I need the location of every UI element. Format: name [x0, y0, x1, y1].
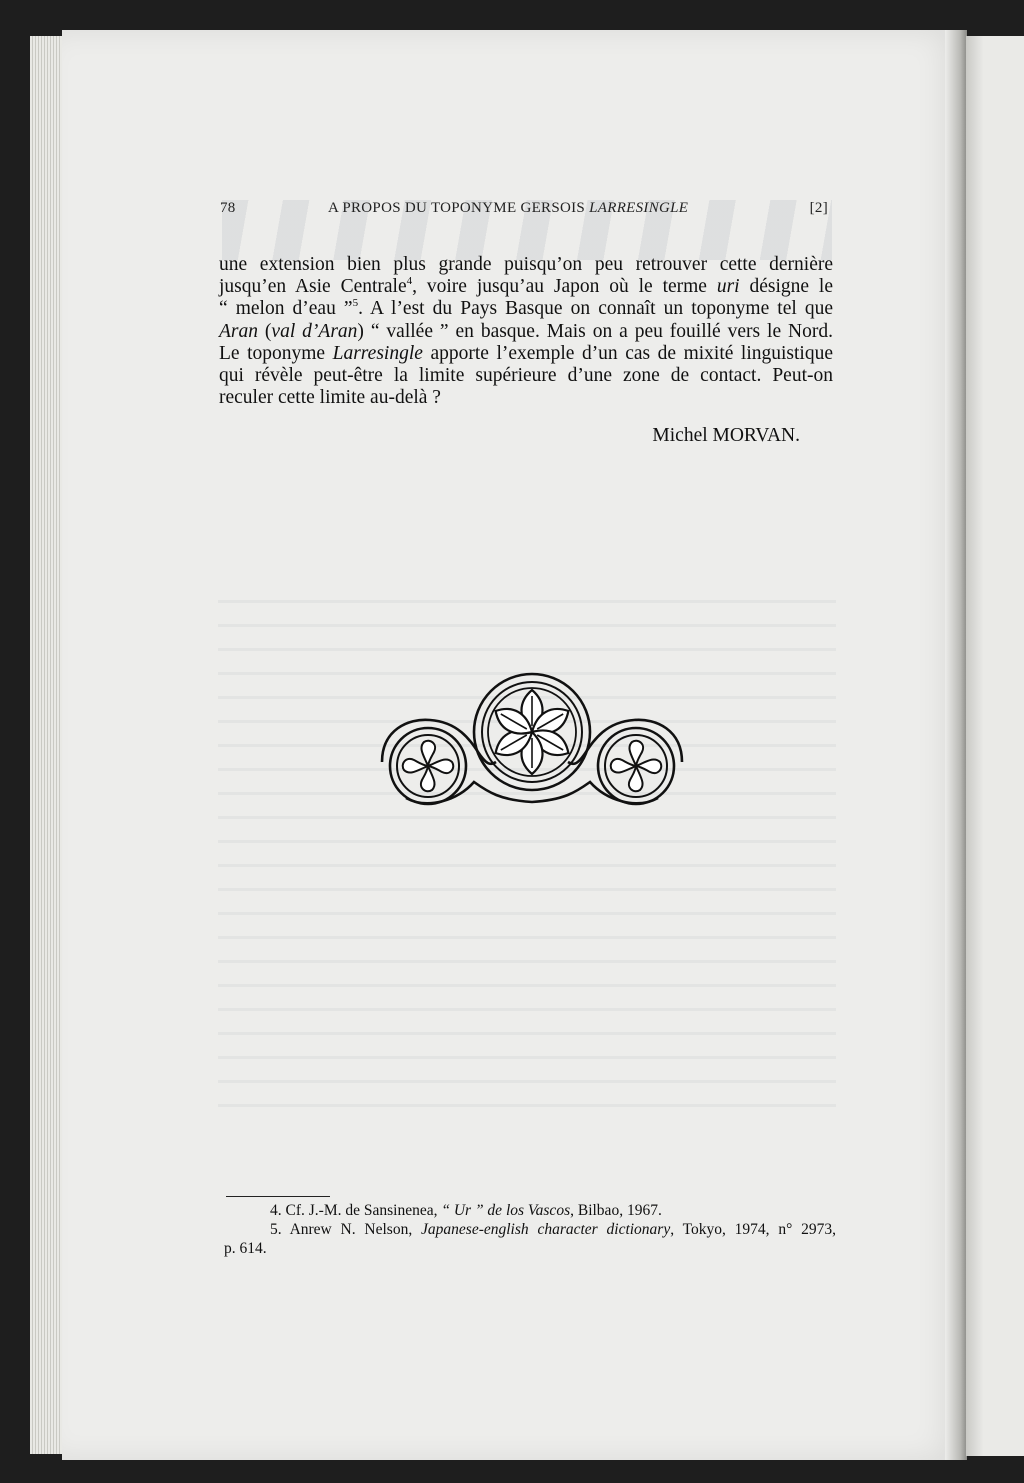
body-line: jusqu’en Asie Centrale$^4$, voire jusqu’au Japon où le terme uri désigne le: [219, 274, 834, 298]
body-line: “ melon d’eau ”$^5$. A l’est du Pays Basque on connaît un toponyme tel que: [219, 296, 834, 320]
footnote-ref[interactable]: 4: [406, 274, 413, 287]
body-paragraph: [219, 254, 833, 409]
footnote-rule: [226, 1196, 330, 1197]
running-head: [220, 197, 832, 221]
section-marker: [2]: [809, 200, 828, 216]
book-gutter: [945, 30, 967, 1460]
footnote-5: 5. Anrew N. Nelson, Japanese-english character dictionary, Tokyo, 1974, n° 2973,: [270, 1221, 836, 1238]
body-line: qui révèle peut-être la limite supérieure d’une zone de contact. Peut-on: [219, 365, 833, 387]
footnotes: [224, 1201, 836, 1258]
body-line: Le toponyme Larresingle apporte l’exemple d’un cas de mixité linguistique: [219, 342, 834, 364]
footnote-ref[interactable]: 5: [352, 296, 359, 309]
page-number: 78: [220, 200, 236, 216]
author-signature: Michel MORVAN.: [652, 425, 800, 446]
facing-page-edge: [966, 36, 1024, 1456]
body-line: reculer cette limite au-delà ?: [219, 387, 441, 409]
basque-rosette-ornament-icon: [378, 670, 686, 810]
footnote-4: 4. Cf. J.-M. de Sansinenea, “ Ur ” de los Vascos, Bilbao, 1967.: [270, 1202, 662, 1219]
show-through-lines: [218, 590, 836, 1110]
running-title: A PROPOS DU TOPONYME GERSOIS LARRESINGLE: [328, 200, 689, 216]
body-line: une extension bien plus grande puisqu’on peu retrouver cette dernière: [219, 254, 833, 275]
body-line: Aran (val d’Aran) “ vallée ” en basque. Mais on a peu fouillé vers le Nord.: [219, 320, 833, 342]
footnote-5-continuation: p. 614.: [224, 1240, 267, 1257]
